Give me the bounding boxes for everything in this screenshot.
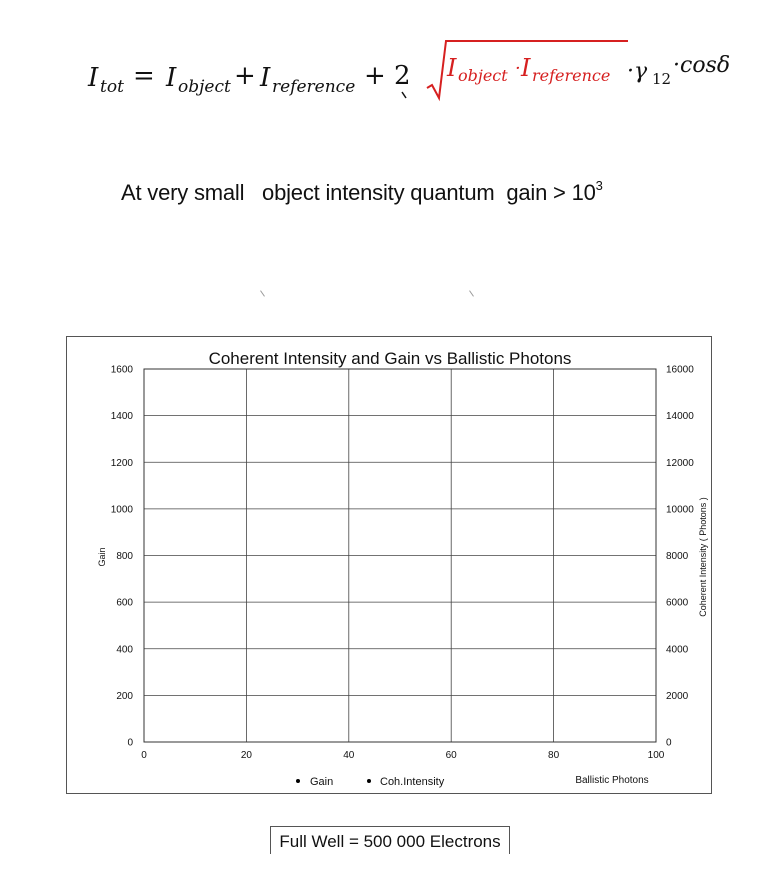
x-tick-label: 100 (647, 750, 665, 761)
y-tick-label: 1200 (110, 457, 133, 469)
y2-tick-label: 2000 (666, 690, 689, 702)
y-axis-left (111, 365, 134, 749)
eq-plus2: + 2 (364, 61, 411, 91)
scan-speck (469, 290, 474, 296)
legend-item-gain (290, 776, 333, 788)
eq-term2: I (260, 63, 271, 93)
subtitle (121, 178, 603, 206)
subtitle-text: At very small object intensity quantum gain > 10 (121, 180, 596, 205)
y2-tick-label: 4000 (666, 644, 689, 656)
eq-radicand2: I (521, 54, 531, 82)
eq-term2-sub: reference (272, 77, 356, 97)
legend (290, 776, 445, 788)
legend-marker-gain (296, 779, 300, 783)
x-tick-label: 80 (548, 750, 560, 761)
y-tick-label: 1600 (110, 364, 133, 376)
legend-item-coh-intensity (361, 776, 445, 788)
y2-axis-label: Coherent Intensity ( Photons ) (698, 497, 708, 617)
y2-tick-label: 12000 (666, 457, 694, 469)
x-tick-label: 0 (141, 750, 147, 761)
eq-lhs: I (88, 63, 99, 93)
eq-mark (402, 92, 406, 98)
y-tick-label: 200 (116, 690, 133, 702)
x-tick-label: 20 (240, 750, 252, 761)
scan-speck (260, 290, 265, 296)
eq-gamma: ·γ (627, 59, 648, 84)
eq-radicand2-sub: reference (532, 66, 611, 85)
legend-label-gain: Gain (310, 776, 334, 788)
x-axis-label: Ballistic Photons (575, 775, 649, 786)
y-tick-label: 600 (116, 597, 133, 609)
y2-tick-label: 0 (666, 737, 672, 749)
y-tick-label: 400 (116, 644, 133, 656)
x-tick-label: 60 (445, 750, 457, 761)
eq-lhs-sub: tot (100, 77, 124, 97)
chart (66, 336, 712, 794)
y-tick-label: 1400 (110, 411, 133, 423)
y2-tick-label: 16000 (666, 364, 694, 376)
y-tick-label: 800 (116, 551, 133, 562)
chart-title: Coherent Intensity and Gain vs Ballistic Photons (208, 349, 572, 368)
chart-grid (144, 369, 656, 742)
y2-tick-label: 6000 (666, 597, 689, 609)
y-axis-right (666, 365, 694, 749)
y-axis-label: Gain (97, 547, 107, 567)
eq-radicand1: I (447, 54, 457, 82)
legend-marker-coh-intensity (367, 779, 371, 783)
x-tick-label: 40 (343, 750, 355, 761)
y2-tick-label: 10000 (666, 504, 694, 516)
y2-tick-label: 14000 (666, 411, 694, 423)
full-well-note (270, 826, 510, 854)
y-tick-label: 0 (127, 737, 133, 749)
eq-equals: = (133, 61, 155, 91)
eq-term1-sub: object (178, 77, 231, 97)
y-tick-label: 1000 (110, 504, 133, 516)
legend-label-coh-intensity: Coh.Intensity (380, 776, 445, 788)
eq-radicand1-sub: object (458, 66, 508, 85)
x-axis (141, 750, 665, 761)
subtitle-exponent: 3 (595, 178, 603, 193)
equation (0, 0, 768, 120)
eq-radicand-dot: · (515, 58, 521, 79)
full-well-text: Full Well = 500 000 Electrons (279, 832, 501, 851)
eq-cos: ·cosδ (673, 53, 731, 78)
eq-plus1: + (234, 61, 256, 91)
eq-gamma-sub: 12 (652, 70, 672, 88)
y2-tick-label: 8000 (666, 551, 689, 562)
eq-term1: I (166, 63, 177, 93)
